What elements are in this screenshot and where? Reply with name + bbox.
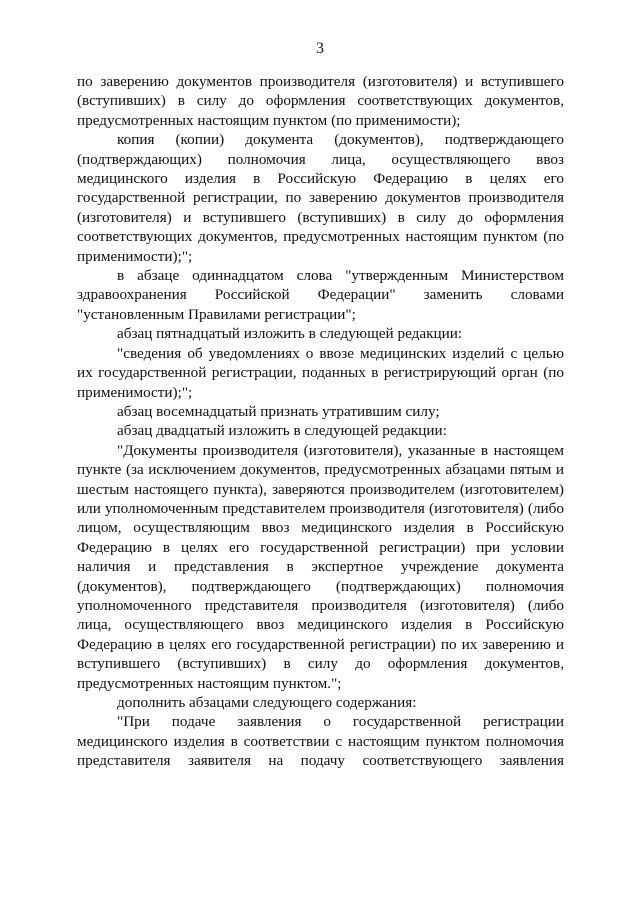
- paragraph-power-of-attorney-copy: копия (копии) документа (документов), подтверждающего (подтверждающих) полномочия лица, осуществляющего ввоз медицинского изделия в Российскую Федерацию в целях его государственной регистрации, по заверению документов производителя (изготовителя) и вступившего (вступивших) в силу до оформления соответствующих документов, предусмотренных настоящим пунктом (по применимости);";: [77, 131, 564, 265]
- paragraph-supplement-heading: дополнить абзацами следующего содержания:: [117, 694, 417, 711]
- paragraph-import-notifications: "сведения об уведомлениях о ввозе медицинских изделий с целью их государственной регистрации, поданных в регистрирующий орган (по применимости);";: [77, 344, 564, 401]
- paragraph-application-submission: "При подаче заявления о государственной регистрации медицинского изделия в соответствии с настоящим пунктом полномочия представителя заявителя на подачу соответствующего заявления: [77, 713, 564, 770]
- paragraph-continuation: по заверению документов производителя (изготовителя) и вступившего (вступивших) в силу до оформления соответствующих документов, предусмотренных настоящим пунктом (по применимости);: [77, 73, 564, 129]
- document-body: [77, 72, 564, 771]
- page-number: 3: [316, 40, 324, 57]
- paragraph-fifteenth-abzac-heading: абзац пятнадцатый изложить в следующей редакции:: [117, 325, 463, 343]
- paragraph-manufacturer-documents: "Документы производителя (изготовителя), указанные в настоящем пункте (за исключением документов, предусмотренных абзацами пятым и шестым настоящего пункта), заверяются производителем (изготовителем) или уполномоченным представителем производителя (изготовителя) (либо лицом, осуществляющим ввоз медицинского изделия в Российскую Федерацию в целях его государственной регистрации) при условии наличия и представления в экспертное учреждение документа (документов), подтверждающего (подтверждающих) полномочия уполномоченного представителя производителя (изготовителя) (либо лица, осуществляющего ввоз медицинского изделия в Российскую Федерацию в целях его государственной регистрации) по их заверению и вступившего (вступивших) в силу до оформления документов, предусмотренных настоящим пунктом.";: [77, 441, 564, 692]
- paragraph-eighteenth-abzac-repeal: абзац восемнадцатый признать утратившим силу;: [117, 402, 440, 420]
- paragraph-eleventh-abzac-amendment: в абзаце одиннадцатом слова "утвержденным Министерством здравоохранения Российской Федерации" заменить словами "установленным Правилами регистрации";: [77, 267, 564, 323]
- paragraph-twentieth-abzac-heading: абзац двадцатый изложить в следующей редакции:: [117, 422, 447, 440]
